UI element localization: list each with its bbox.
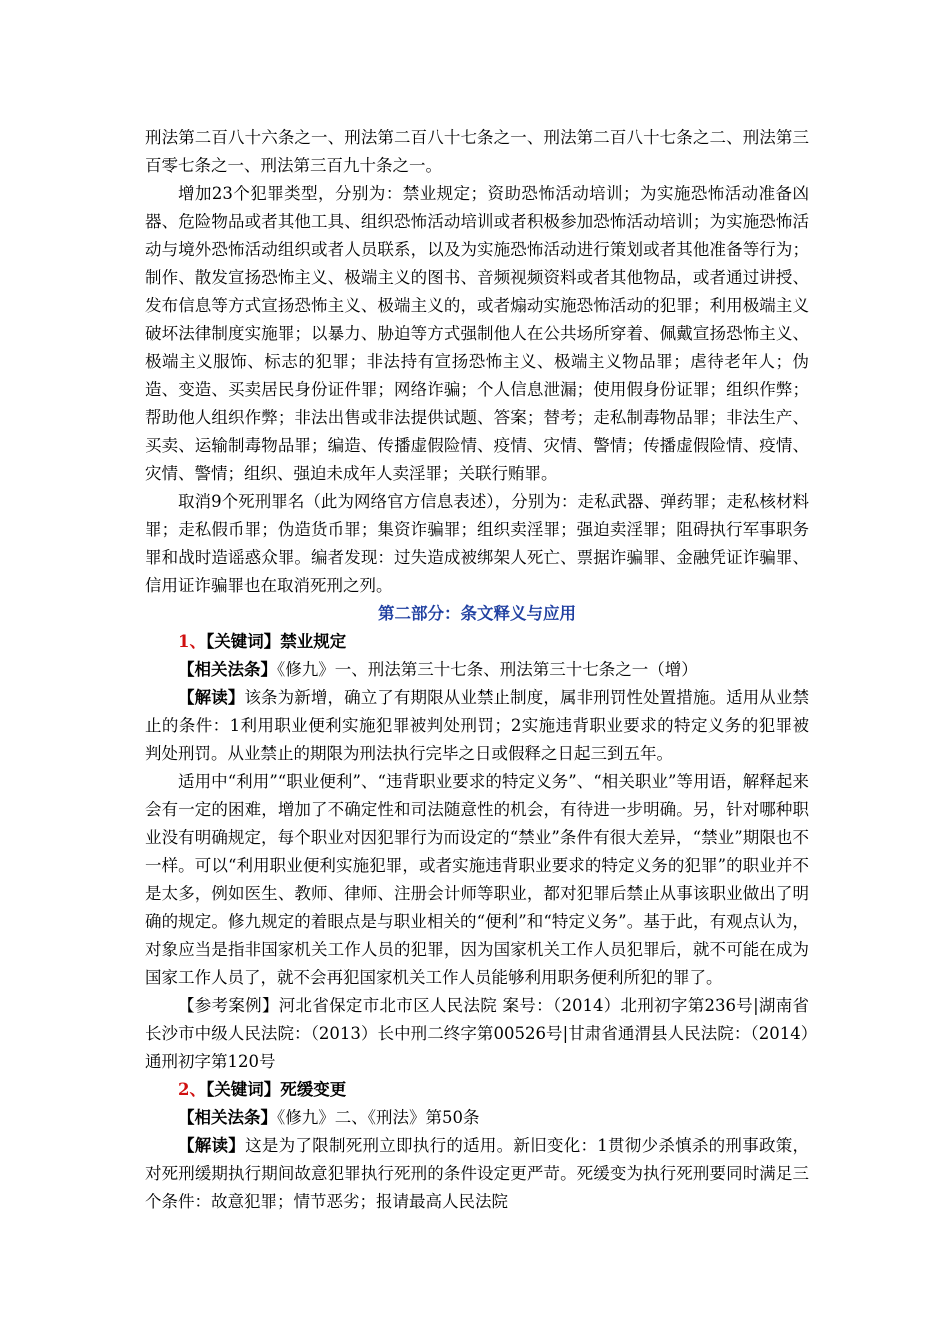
document-page bbox=[145, 124, 809, 1216]
item1-related-law bbox=[145, 656, 809, 684]
item1-interpretation bbox=[145, 684, 809, 768]
item2-keyword-label: 【关键词】 bbox=[205, 1080, 281, 1099]
item1-case-text: 河北省保定市北市区人民法院 案号：（2014）北刑初字第236号|湖南省长沙市中级人民法院：（2013）长中刑二终字第00526号|甘肃省通渭县人民法院：（2014）通刑初字第120号 bbox=[145, 996, 809, 1071]
item2-law-label: 【相关法条】 bbox=[178, 1108, 277, 1127]
item1-discussion: 适用中“利用”“职业便利”、“违背职业要求的特定义务”、“相关职业”等用语，解释起来会有一定的困难，增加了不确定性和司法随意性的机会，有待进一步明确。另，针对哪种职业没有明确规定，每个职业对因犯罪行为而设定的“禁业”条件有很大差异，“禁业”期限也不一样。可以“利用职业便利实施犯罪，或者实施违背职业要求的特定义务的犯罪”的职业并不是太多，例如医生、教师、律师、注册会计师等职业，都对犯罪后禁止从事该职业做出了明确的规定。修九规定的着眼点是与职业相关的“便利”和“特定义务”。基于此，有观点认为，对象应当是指非国家机关工作人员的犯罪，因为国家机关工作人员犯罪后，就不可能在成为国家工作人员了，就不会再犯国家机关工作人员能够利用职务便利所犯的罪了。 bbox=[145, 772, 809, 987]
item1-case-label: 【参考案例】 bbox=[178, 996, 279, 1015]
item1-keyword-heading bbox=[145, 628, 809, 656]
item1-keyword-label: 【关键词】 bbox=[205, 632, 281, 651]
item1-law-label: 【相关法条】 bbox=[178, 660, 277, 679]
section-title: 第二部分：条文释义与应用 bbox=[378, 604, 576, 623]
item2-keyword-heading bbox=[145, 1076, 809, 1104]
item2-number: 2、 bbox=[178, 1080, 206, 1099]
item2-related-law bbox=[145, 1104, 809, 1132]
item1-law-text: 《修九》一、刑法第三十七条、刑法第三十七条之一（增） bbox=[277, 660, 698, 679]
item2-interp-text: 这是为了限制死刑立即执行的适用。新旧变化：1贯彻少杀慎杀的刑事政策，对死刑缓期执行期间故意犯罪执行死刑的条件设定更严苛。死缓变为执行死刑要同时满足三个条件：故意犯罪；情节恶劣；报请最高人民法院 bbox=[145, 1136, 810, 1211]
paragraph-new-crimes: 增加23个犯罪类型，分别为：禁业规定；资助恐怖活动培训；为实施恐怖活动准备凶器、危险物品或者其他工具、组织恐怖活动培训或者积极参加恐怖活动培训；为实施恐怖活动与境外恐怖活动组织或者人员联系，以及为实施恐怖活动进行策划或者其他准备等行为；制作、散发宣扬恐怖主义、极端主义的图书、音频视频资料或者其他物品，或者通过讲授、发布信息等方式宣扬恐怖主义、极端主义的，或者煽动实施恐怖活动的犯罪；利用极端主义破坏法律制度实施罪；以暴力、胁迫等方式强制他人在公共场所穿着、佩戴宣扬恐怖主义、极端主义服饰、标志的犯罪；非法持有宣扬恐怖主义、极端主义物品罪；虐待老年人；伪造、变造、买卖居民身份证件罪；网络诈骗；个人信息泄漏；使用假身份证罪；组织作弊；帮助他人组织作弊；非法出售或非法提供试题、答案；替考；走私制毒物品罪；非法生产、买卖、运输制毒物品罪；编造、传播虚假险情、疫情、灾情、警情；传播虚假险情、疫情、灾情、警情；组织、强迫未成年人卖淫罪；关联行贿罪。 bbox=[145, 184, 809, 483]
paragraph-abolished-death-penalty: 取消9个死刑罪名（此为网络官方信息表述），分别为：走私武器、弹药罪；走私核材料罪；走私假币罪；伪造货币罪；集资诈骗罪；组织卖淫罪；强迫卖淫罪；阻碍执行军事职务罪和战时造谣惑众罪。编者发现：过失造成被绑架人死亡、票据诈骗罪、金融凭证诈骗罪、信用证诈骗罪也在取消死刑之列。 bbox=[145, 492, 809, 595]
item1-keyword-text: 禁业规定 bbox=[280, 632, 347, 651]
paragraph-amended-articles: 刑法第二百八十六条之一、刑法第二百八十七条之一、刑法第二百八十七条之二、刑法第三百零七条之一、刑法第三百九十条之一。 bbox=[145, 128, 809, 175]
item2-keyword-text: 死缓变更 bbox=[280, 1080, 347, 1099]
item1-number: 1、 bbox=[178, 632, 206, 651]
item2-interp-label: 【解读】 bbox=[178, 1136, 246, 1155]
item2-law-text: 《修九》二、《刑法》第50条 bbox=[277, 1108, 480, 1127]
item1-interp-text: 该条为新增，确立了有期限从业禁止制度，属非刑罚性处置措施。适用从业禁止的条件：1利用职业便利实施犯罪被判处刑罚；2实施违背职业要求的特定义务的犯罪被判处刑罚。从业禁止的期限为刑法执行完毕之日或假释之日起三到五年。 bbox=[145, 688, 810, 763]
item1-reference-cases bbox=[145, 992, 809, 1076]
item2-interpretation bbox=[145, 1132, 809, 1216]
item1-interp-label: 【解读】 bbox=[178, 688, 245, 707]
